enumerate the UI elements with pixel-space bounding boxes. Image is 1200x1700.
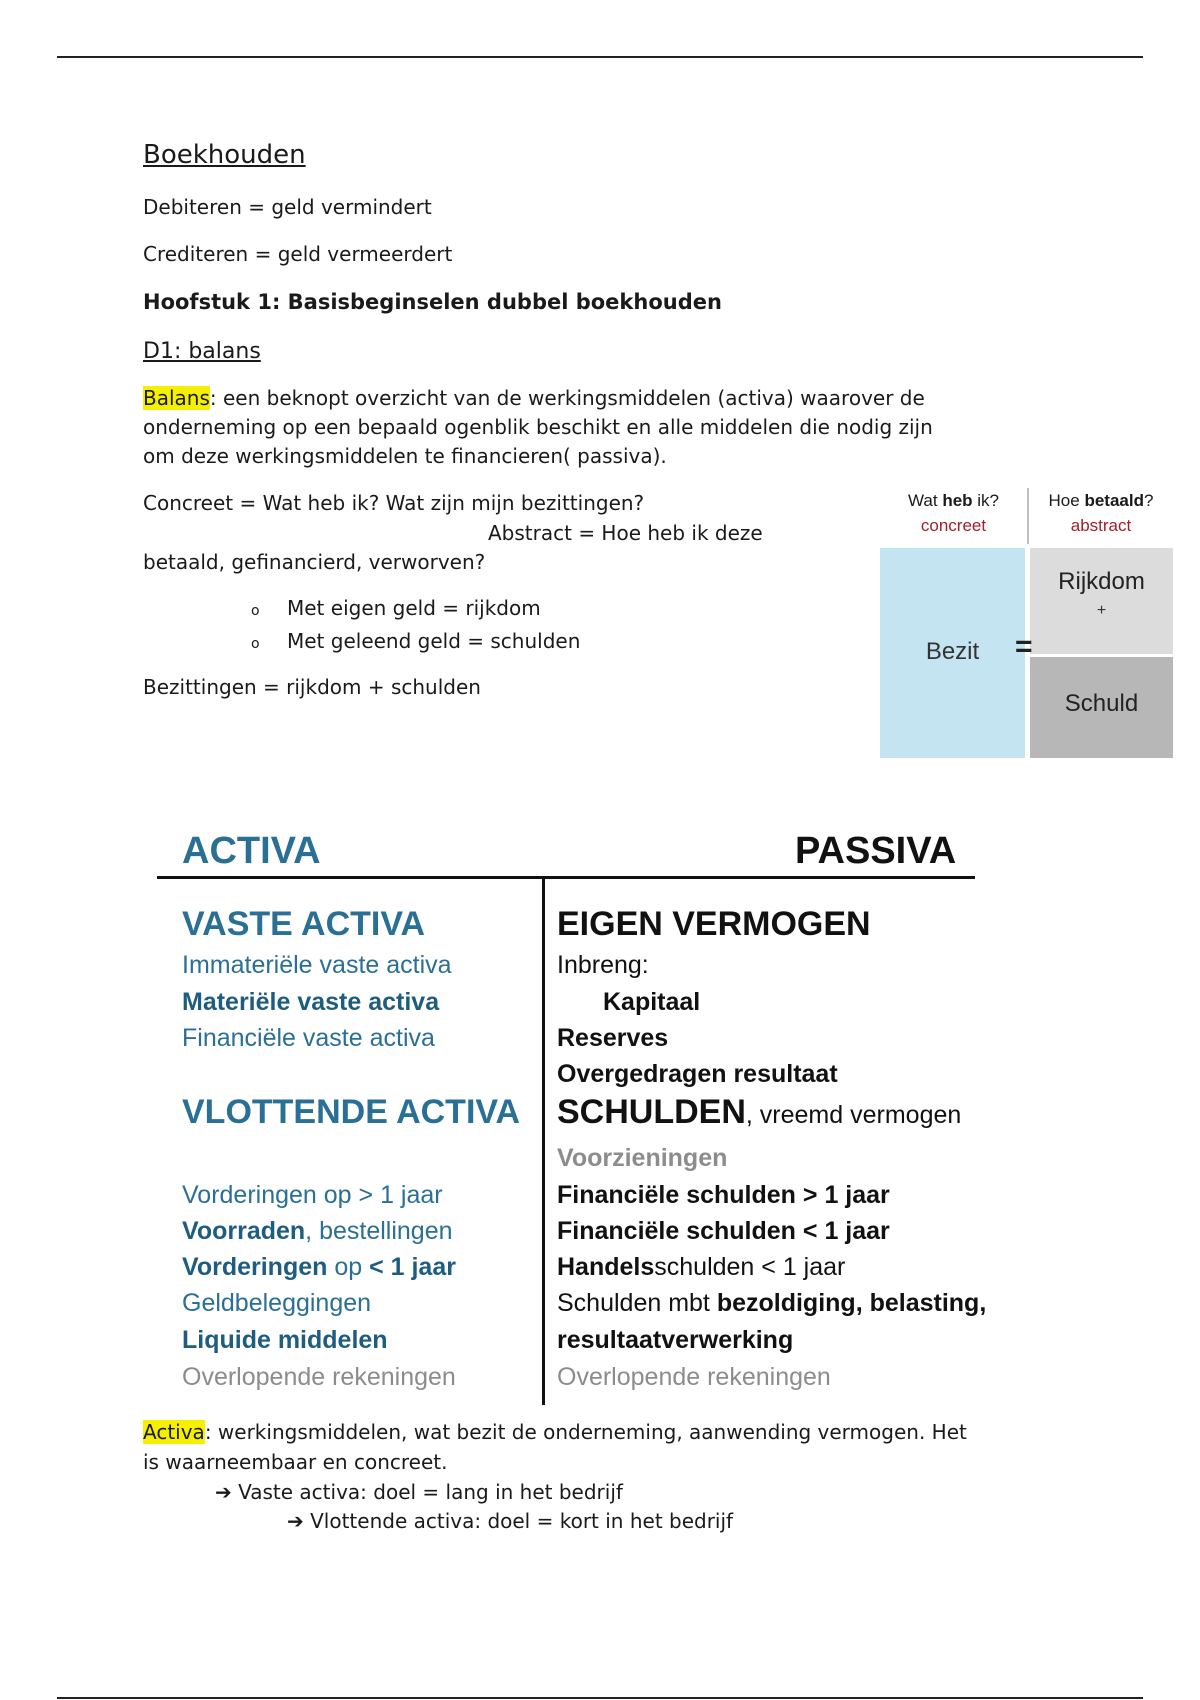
schulden-bold: SCHULDEN xyxy=(557,1093,746,1131)
voorraden-rest: , bestellingen xyxy=(305,1217,453,1245)
balans-term: Balans xyxy=(143,386,210,410)
diagram-header-abstract xyxy=(1029,488,1173,544)
geldbeleggingen-item: Geldbeleggingen xyxy=(182,1289,372,1317)
overlopende-activa-item: Overlopende rekeningen xyxy=(182,1363,456,1391)
page-title: Boekhouden xyxy=(143,140,306,170)
financieel-item: Financiële vaste activa xyxy=(182,1024,435,1052)
activa-def-1: : werkingsmiddelen, wat bezit de onderneming, aanwending vermogen. Het xyxy=(204,1420,967,1444)
vorderingen-gt-item: Vorderingen op > 1 jaar xyxy=(182,1181,443,1209)
overgedragen-item: Overgedragen resultaat xyxy=(557,1060,838,1088)
reserves-item: Reserves xyxy=(557,1024,669,1052)
voorraden-item xyxy=(182,1216,453,1246)
mbt-rest: Schulden mbt xyxy=(557,1289,717,1317)
voorraden-bold: Voorraden xyxy=(182,1217,306,1245)
passiva-heading: PASSIVA xyxy=(795,830,957,872)
bullet-geleend-geld: Met geleend geld = schulden xyxy=(287,629,581,653)
activa-heading: ACTIVA xyxy=(182,830,321,872)
vorderingen-lt-item xyxy=(182,1252,456,1282)
schuld-label: Schuld xyxy=(1064,690,1139,717)
schuld-box xyxy=(1030,657,1173,758)
balance-diagram xyxy=(880,488,1173,758)
rijkdom-box xyxy=(1030,548,1173,654)
abstract-line-2: betaald, gefinancierd, verworven? xyxy=(143,550,486,574)
diagram-h2-bold: betaald xyxy=(1084,491,1144,510)
schulden-rest: , vreemd vermogen xyxy=(745,1101,962,1129)
mbt-bold: bezoldiging, belasting, xyxy=(716,1289,987,1317)
table-header-rule xyxy=(157,876,975,879)
activa-def-2: is waarneembaar en concreet. xyxy=(143,1450,448,1474)
balans-def-2: onderneming op een bepaald ogenblik beschikt en alle middelen die nodig zijn xyxy=(143,415,933,439)
activa-term: Activa xyxy=(143,1420,205,1444)
bezit-label: Bezit xyxy=(925,638,980,665)
bullet-marker: o xyxy=(251,636,260,652)
bottom-rule xyxy=(57,1697,1143,1699)
voorzieningen-item: Voorzieningen xyxy=(557,1144,728,1172)
vorderingen-op: op xyxy=(327,1253,370,1281)
diagram-h1-sub: concreet xyxy=(920,516,987,535)
handels-bold: Handels xyxy=(557,1253,655,1281)
fin-schulden-lt-item: Financiële schulden < 1 jaar xyxy=(557,1217,890,1245)
plus-sign: + xyxy=(1096,602,1107,619)
activa-passiva-table xyxy=(155,820,1015,1405)
overlopende-passiva-item: Overlopende rekeningen xyxy=(557,1363,831,1391)
resultaatverwerking-item: resultaatverwerking xyxy=(557,1326,794,1354)
kapitaal-item: Kapitaal xyxy=(603,988,701,1016)
vlottende-activa-arrow: ➔ Vlottende activa: doel = kort in het bedrijf xyxy=(287,1509,734,1533)
diagram-h1-bold: heb xyxy=(942,491,973,510)
bullet-marker: o xyxy=(251,603,260,619)
table-divider xyxy=(542,878,545,1405)
eigen-vermogen-heading: EIGEN VERMOGEN xyxy=(557,905,871,943)
schulden-heading xyxy=(557,1092,961,1132)
vorderingen-bold: Vorderingen xyxy=(182,1253,328,1281)
diagram-h1-pre: Wat xyxy=(907,491,943,510)
bullet-eigen-geld: Met eigen geld = rijkdom xyxy=(287,596,541,620)
rijkdom-label: Rijkdom xyxy=(1058,568,1145,595)
immaterieel-item: Immateriële vaste activa xyxy=(182,951,452,979)
inbreng-item: Inbreng: xyxy=(557,951,649,979)
vorderingen-lt-bold: < 1 jaar xyxy=(369,1253,456,1281)
activa-definition xyxy=(143,1418,967,1447)
diagram-h2-pre: Hoe xyxy=(1048,491,1085,510)
vaste-activa-heading: VASTE ACTIVA xyxy=(182,905,426,943)
chapter-heading: Hoofstuk 1: Basisbeginselen dubbel boekhouden xyxy=(143,290,722,314)
fin-schulden-gt-item: Financiële schulden > 1 jaar xyxy=(557,1181,890,1209)
abstract-line-1: Abstract = Hoe heb ik deze xyxy=(488,521,763,545)
crediteren-line: Crediteren = geld vermeerdert xyxy=(143,242,453,266)
balans-definition xyxy=(143,384,925,413)
diagram-h2-post: ? xyxy=(1143,491,1154,510)
diagram-h2-sub: abstract xyxy=(1070,516,1132,535)
vlottende-activa-heading: VLOTTENDE ACTIVA xyxy=(182,1093,521,1131)
concreet-line: Concreet = Wat heb ik? Wat zijn mijn bezittingen? xyxy=(143,491,645,515)
bezit-box xyxy=(880,548,1025,758)
schulden-mbt-item xyxy=(557,1288,986,1318)
equals-sign: = xyxy=(1015,630,1033,663)
materieel-item: Materiële vaste activa xyxy=(182,988,440,1016)
balans-def-1: : een beknopt overzicht van de werkingsmiddelen (activa) waarover de xyxy=(209,386,925,410)
diagram-h1-post: ik? xyxy=(972,491,1000,510)
vaste-activa-arrow: ➔ Vaste activa: doel = lang in het bedrijf xyxy=(215,1480,623,1504)
handelsschulden-item xyxy=(557,1252,845,1282)
top-rule xyxy=(57,56,1143,58)
bezittingen-line: Bezittingen = rijkdom + schulden xyxy=(143,675,481,699)
section-heading: D1: balans xyxy=(143,339,261,364)
handels-rest: schulden < 1 jaar xyxy=(654,1253,846,1281)
debiteren-line: Debiteren = geld vermindert xyxy=(143,195,432,219)
balans-def-3: om deze werkingsmiddelen te financieren( passiva). xyxy=(143,444,667,468)
liquide-middelen-item: Liquide middelen xyxy=(182,1326,388,1354)
diagram-header-concreet xyxy=(880,488,1027,544)
